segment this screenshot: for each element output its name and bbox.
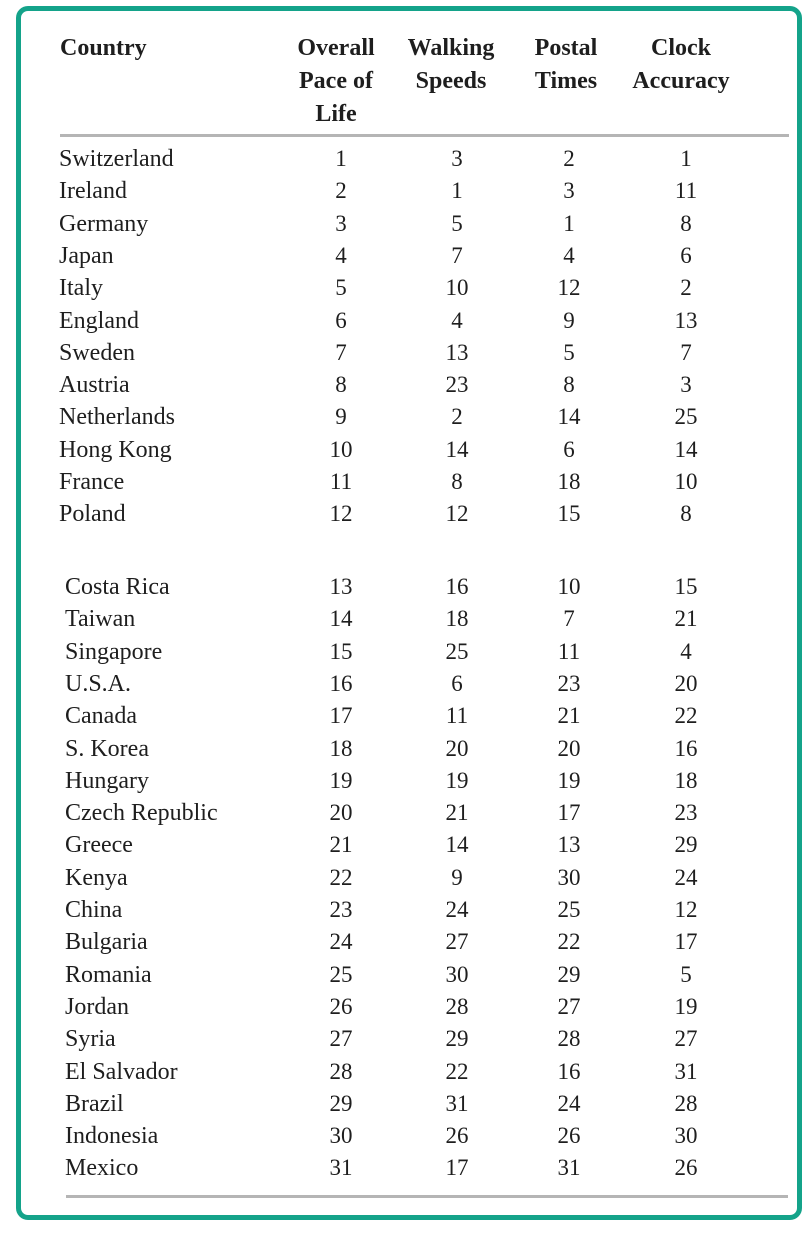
clock-accuracy-value: 23 <box>674 800 698 826</box>
postal-time-value: 20 <box>557 735 581 761</box>
postal-time-value: 13 <box>557 832 581 858</box>
overall-pace-value: 30 <box>329 1123 353 1149</box>
overall-pace-value: 10 <box>329 436 353 462</box>
walking-speed-value: 24 <box>445 897 469 922</box>
walking-speed-value: 14 <box>445 436 469 462</box>
overall-pace-value: 24 <box>329 929 353 955</box>
walking-speed-value: 7 <box>451 242 463 268</box>
overall-pace-value: 23 <box>329 897 353 922</box>
overall-pace-value: 6 <box>335 307 347 333</box>
postal-time-value: 8 <box>563 372 575 398</box>
postal-time-value: 10 <box>557 574 581 599</box>
clock-accuracy-value: 30 <box>674 1123 698 1149</box>
postal-time-value: 15 <box>557 501 581 527</box>
table-row <box>21 733 797 765</box>
postal-time-value: 28 <box>557 1026 581 1052</box>
country-name: Mexico <box>65 1155 139 1182</box>
walking-speed-value: 25 <box>445 638 469 664</box>
postal-time-value: 22 <box>557 929 581 955</box>
postal-time-value: 3 <box>563 178 575 204</box>
country-name: U.S.A. <box>65 670 132 697</box>
walking-speed-value: 26 <box>445 1123 469 1149</box>
clock-accuracy-value: 13 <box>674 307 698 333</box>
overall-pace-value: 28 <box>329 1058 353 1084</box>
country-name: Italy <box>59 275 103 302</box>
table-row <box>21 369 797 401</box>
clock-accuracy-value: 19 <box>674 993 698 1019</box>
table-row <box>21 401 797 433</box>
overall-pace-value: 1 <box>335 146 347 171</box>
overall-pace-value: 13 <box>329 574 353 599</box>
postal-time-value: 17 <box>557 800 581 826</box>
walking-speed-value: 17 <box>445 1155 469 1181</box>
country-name: Ireland <box>59 178 127 205</box>
overall-pace-value: 5 <box>335 275 347 301</box>
postal-time-value: 5 <box>563 339 575 365</box>
table-row <box>21 894 797 926</box>
overall-pace-value: 7 <box>335 339 347 365</box>
country-name: Canada <box>65 703 137 730</box>
overall-pace-value: 3 <box>335 210 347 236</box>
walking-speed-value: 18 <box>445 606 469 632</box>
postal-time-value: 26 <box>557 1123 581 1149</box>
walking-speed-value: 4 <box>451 307 463 333</box>
clock-accuracy-value: 18 <box>674 767 698 793</box>
country-name: Sweden <box>59 339 135 366</box>
postal-time-value: 27 <box>557 993 581 1019</box>
overall-pace-value: 2 <box>335 178 347 204</box>
overall-pace-value: 25 <box>329 961 353 987</box>
header-rule <box>60 134 789 137</box>
clock-accuracy-value: 1 <box>680 146 692 171</box>
table-row <box>21 926 797 958</box>
postal-time-value: 29 <box>557 961 581 987</box>
postal-time-value: 25 <box>557 897 581 922</box>
postal-time-value: 24 <box>557 1090 581 1116</box>
walking-speed-value: 20 <box>445 735 469 761</box>
clock-accuracy-value: 11 <box>674 178 698 204</box>
country-name: Austria <box>59 372 130 399</box>
clock-accuracy-value: 4 <box>680 638 692 664</box>
clock-accuracy-value: 15 <box>674 574 698 599</box>
walking-speed-value: 9 <box>451 864 463 890</box>
walking-speed-value: 5 <box>451 210 463 236</box>
table-row <box>21 571 797 603</box>
header-walking-speeds: Walking Speeds <box>407 35 495 94</box>
country-name: England <box>59 307 139 334</box>
table-row <box>21 991 797 1023</box>
clock-accuracy-value: 8 <box>680 210 692 236</box>
table-row <box>21 765 797 797</box>
postal-time-value: 21 <box>557 703 581 729</box>
overall-pace-value: 12 <box>329 501 353 527</box>
walking-speed-value: 14 <box>445 832 469 858</box>
table-row <box>21 466 797 498</box>
table-row <box>21 337 797 369</box>
country-name: Romania <box>65 961 152 988</box>
walking-speed-value: 10 <box>445 275 469 301</box>
walking-speed-value: 27 <box>445 929 469 955</box>
table-row <box>21 603 797 635</box>
walking-speed-value: 3 <box>451 146 463 171</box>
header-overall-pace: Overall Pace of Life <box>297 35 375 127</box>
clock-accuracy-value: 2 <box>680 275 692 301</box>
clock-accuracy-value: 25 <box>674 404 698 430</box>
overall-pace-value: 22 <box>329 864 353 890</box>
overall-pace-value: 27 <box>329 1026 353 1052</box>
overall-pace-value: 14 <box>329 606 353 632</box>
postal-time-value: 23 <box>557 670 581 696</box>
walking-speed-value: 12 <box>445 501 469 527</box>
postal-time-value: 31 <box>557 1155 581 1181</box>
clock-accuracy-value: 22 <box>674 703 698 729</box>
postal-time-value: 7 <box>563 606 575 632</box>
clock-accuracy-value: 3 <box>680 372 692 398</box>
overall-pace-value: 21 <box>329 832 353 858</box>
postal-time-value: 4 <box>563 242 575 268</box>
walking-speed-value: 28 <box>445 993 469 1019</box>
table-row <box>21 498 797 530</box>
postal-time-value: 19 <box>557 767 581 793</box>
country-name: Japan <box>59 242 114 269</box>
walking-speed-value: 8 <box>451 469 463 494</box>
country-name: France <box>59 469 125 495</box>
walking-speed-value: 13 <box>445 339 469 365</box>
header-country: Country <box>60 35 147 61</box>
country-name: China <box>65 897 123 923</box>
clock-accuracy-value: 12 <box>674 897 698 922</box>
table-row <box>21 1120 797 1152</box>
walking-speed-value: 6 <box>451 670 463 696</box>
table-row <box>21 862 797 894</box>
country-name: Germany <box>59 210 149 237</box>
postal-time-value: 12 <box>557 275 581 301</box>
postal-time-value: 2 <box>563 146 575 171</box>
header-postal-times: Postal Times <box>534 35 598 94</box>
country-name: Hong Kong <box>59 436 172 463</box>
table-row <box>21 959 797 991</box>
clock-accuracy-value: 27 <box>674 1026 698 1052</box>
table-row <box>21 305 797 337</box>
walking-speed-value: 29 <box>445 1026 469 1052</box>
clock-accuracy-value: 31 <box>674 1058 698 1084</box>
table-row <box>21 1088 797 1120</box>
overall-pace-value: 19 <box>329 767 353 793</box>
country-name: Singapore <box>65 638 163 665</box>
country-name: Hungary <box>65 767 149 794</box>
postal-time-value: 6 <box>563 436 575 462</box>
table-row <box>21 1152 797 1184</box>
country-name: Netherlands <box>59 404 175 431</box>
table-row <box>21 143 797 175</box>
postal-time-value: 14 <box>557 404 581 430</box>
country-name: Switzerland <box>59 146 174 172</box>
table-row <box>21 208 797 240</box>
overall-pace-value: 9 <box>335 404 347 430</box>
table-row <box>21 434 797 466</box>
postal-time-value: 16 <box>557 1058 581 1084</box>
country-name: El Salvador <box>65 1058 178 1085</box>
clock-accuracy-value: 6 <box>680 242 692 268</box>
clock-accuracy-value: 17 <box>674 929 698 955</box>
clock-accuracy-value: 7 <box>680 339 692 365</box>
clock-accuracy-value: 26 <box>674 1155 698 1181</box>
bottom-rule <box>66 1195 788 1198</box>
clock-accuracy-value: 20 <box>674 670 698 696</box>
clock-accuracy-value: 21 <box>674 606 698 632</box>
overall-pace-value: 4 <box>335 242 347 268</box>
country-name: Syria <box>65 1026 116 1053</box>
overall-pace-value: 11 <box>329 469 353 494</box>
walking-speed-value: 19 <box>445 767 469 793</box>
table-row <box>21 700 797 732</box>
country-name: S. Korea <box>65 735 149 762</box>
clock-accuracy-value: 28 <box>674 1090 698 1116</box>
walking-speed-value: 16 <box>445 574 469 599</box>
postal-time-value: 1 <box>563 210 575 236</box>
country-name: Costa Rica <box>65 574 170 600</box>
table-row <box>21 797 797 829</box>
country-name: Czech Republic <box>65 800 218 827</box>
postal-time-value: 9 <box>563 307 575 333</box>
overall-pace-value: 8 <box>335 372 347 398</box>
country-name: Indonesia <box>65 1123 159 1150</box>
clock-accuracy-value: 5 <box>680 961 692 987</box>
table-row <box>21 272 797 304</box>
table-row <box>21 1023 797 1055</box>
table-row <box>21 636 797 668</box>
country-name: Greece <box>65 832 133 859</box>
table-row <box>21 668 797 700</box>
table-frame <box>16 6 802 1220</box>
table-row <box>21 1056 797 1088</box>
overall-pace-value: 26 <box>329 993 353 1019</box>
clock-accuracy-value: 24 <box>674 864 698 890</box>
table-header <box>21 11 797 137</box>
overall-pace-value: 15 <box>329 638 353 664</box>
country-name: Kenya <box>65 864 128 891</box>
country-name: Jordan <box>65 993 129 1020</box>
postal-time-value: 18 <box>557 469 581 494</box>
country-name: Poland <box>59 501 126 528</box>
walking-speed-value: 30 <box>445 961 469 987</box>
walking-speed-value: 22 <box>445 1058 469 1084</box>
clock-accuracy-value: 10 <box>674 469 698 494</box>
walking-speed-value: 1 <box>451 178 463 204</box>
clock-accuracy-value: 14 <box>674 436 698 462</box>
postal-time-value: 30 <box>557 864 581 890</box>
walking-speed-value: 11 <box>445 703 469 729</box>
table-row <box>21 240 797 272</box>
clock-accuracy-value: 29 <box>674 832 698 858</box>
walking-speed-value: 31 <box>445 1090 469 1116</box>
walking-speed-value: 2 <box>451 404 463 430</box>
header-clock-accuracy: Clock Accuracy <box>632 35 730 94</box>
overall-pace-value: 17 <box>329 703 353 729</box>
overall-pace-value: 16 <box>329 670 353 696</box>
country-name: Taiwan <box>65 606 136 633</box>
overall-pace-value: 31 <box>329 1155 353 1181</box>
walking-speed-value: 21 <box>445 800 469 826</box>
clock-accuracy-value: 8 <box>680 501 692 527</box>
overall-pace-value: 20 <box>329 800 353 826</box>
walking-speed-value: 23 <box>445 372 469 398</box>
clock-accuracy-value: 16 <box>674 735 698 761</box>
overall-pace-value: 18 <box>329 735 353 761</box>
country-name: Bulgaria <box>65 929 148 956</box>
overall-pace-value: 29 <box>329 1090 353 1116</box>
table-row <box>21 175 797 207</box>
table-row <box>21 829 797 861</box>
country-name: Brazil <box>65 1090 124 1117</box>
postal-time-value: 11 <box>557 638 581 664</box>
